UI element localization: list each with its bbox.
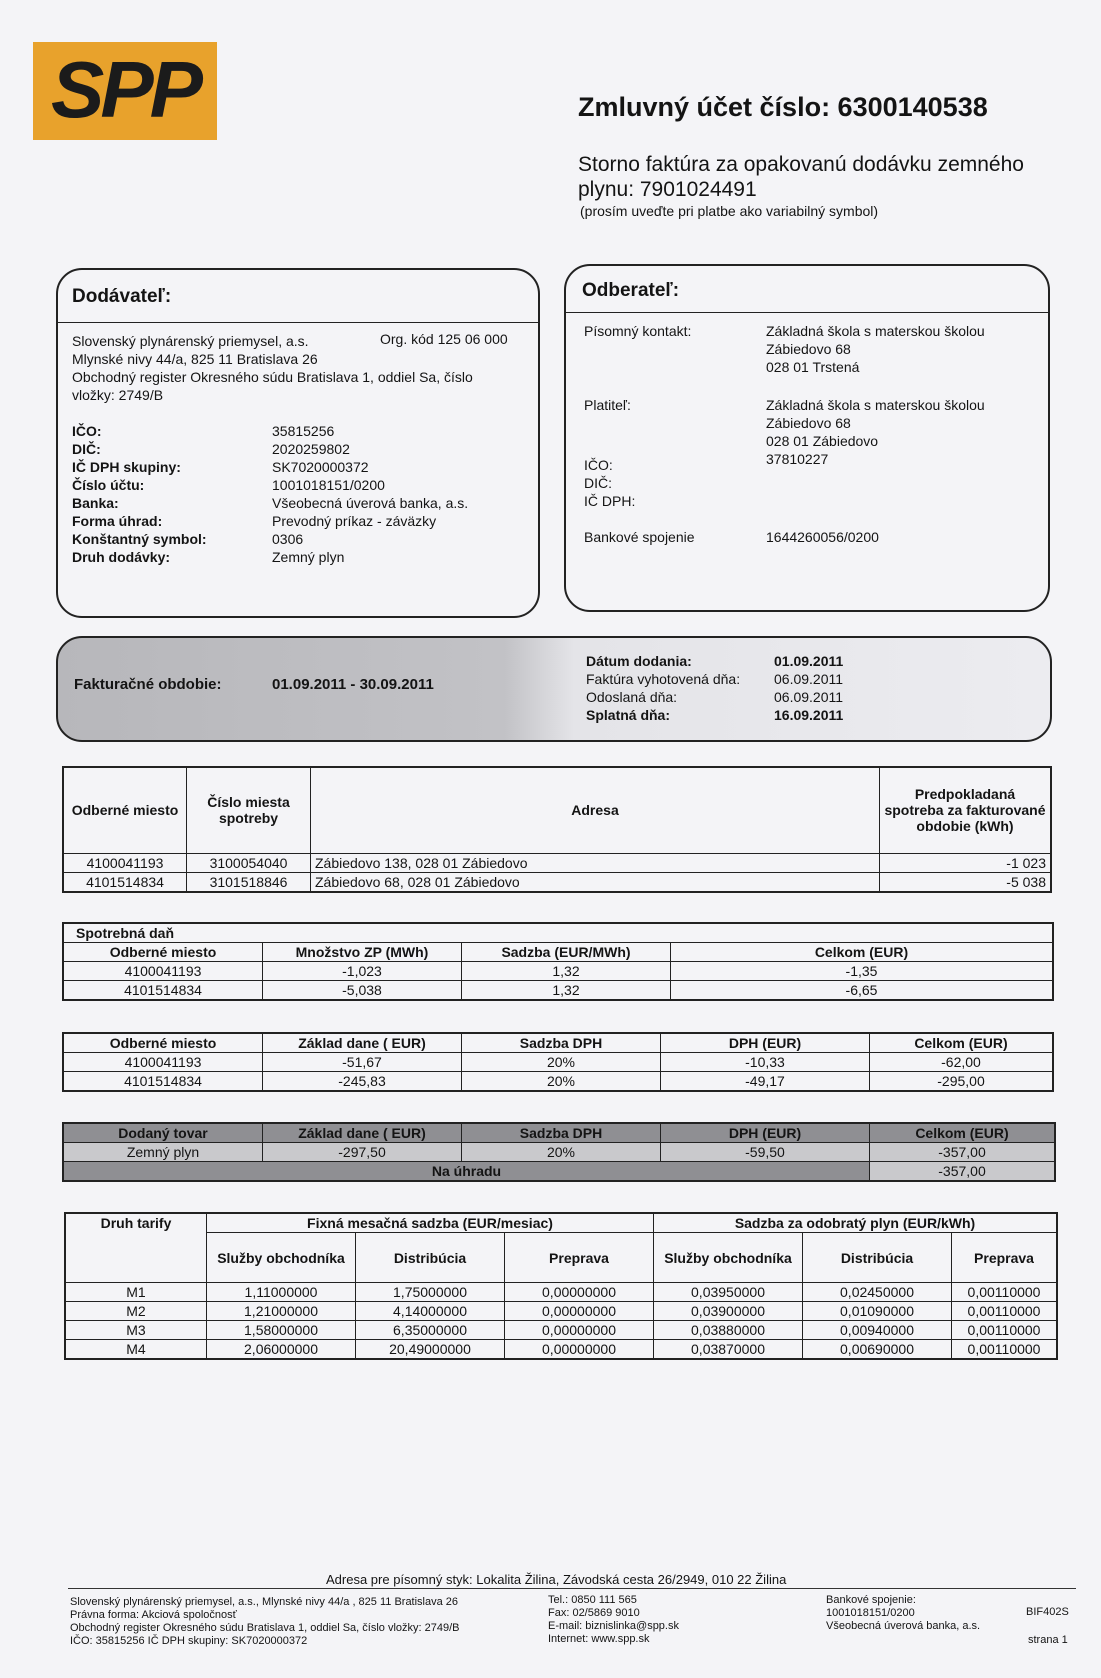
- issued-label: Faktúra vyhotovená dňa:: [586, 671, 741, 687]
- table-subheader-row: Služby obchodníka Distribúcia Preprava Služby obchodníka Distribúcia Preprava: [65, 1233, 1057, 1283]
- payer-line: Zábiedovo 68: [766, 415, 851, 431]
- detail-row: Druh dodávky: Zemný plyn: [72, 549, 345, 565]
- payer-label: Platiteľ:: [584, 397, 631, 413]
- page-number: strana 1: [1028, 1634, 1068, 1646]
- payment-note: (prosím uveďte pri platbe ako variabilný symbol): [580, 203, 879, 219]
- footer-divider: [68, 1588, 1076, 1589]
- table-header-row: Odberné miesto Základ dane ( EUR) Sadzba DPH DPH (EUR) Celkom (EUR): [63, 1033, 1053, 1053]
- consumption-places-table: [62, 766, 1052, 893]
- ico-value: 37810227: [766, 451, 829, 467]
- amount-due-row: Na úhradu -357,00: [63, 1162, 1055, 1182]
- detail-row: Číslo účtu: 1001018151/0200: [72, 477, 385, 493]
- table-header-row: Dodaný tovar Základ dane ( EUR) Sadzba DPH DPH (EUR) Celkom (EUR): [63, 1123, 1055, 1143]
- excise-tax-table: [62, 922, 1054, 1001]
- supplier-org-code: Org. kód 125 06 000: [380, 331, 508, 347]
- payer-line: Základná škola s materskou školou: [766, 397, 985, 413]
- logo-text: SPP: [50, 45, 200, 134]
- table-row: M2 1,21000000 4,14000000 0,00000000 0,03900000 0,01090000 0,00110000: [65, 1302, 1057, 1321]
- detail-row: Banka: Všeobecná úverová banka, a.s.: [72, 495, 469, 511]
- detail-row: Forma úhrad: Prevodný príkaz - záväzky: [72, 513, 437, 529]
- table-row: 4101514834 -5,038 1,32 -6,65: [63, 981, 1053, 1001]
- table-header-row: Odberné miesto Množstvo ZP (MWh) Sadzba (EUR/MWh) Celkom (EUR): [63, 943, 1053, 962]
- ico-label: IČO:: [584, 457, 613, 473]
- period-value: 01.09.2011 - 30.09.2011: [272, 676, 434, 693]
- table-row: 4100041193 -1,023 1,32 -1,35: [63, 962, 1053, 981]
- delivery-date-label: Dátum dodania:: [586, 653, 692, 669]
- table-title-row: Spotrebná daň: [63, 923, 1053, 943]
- footer-company: Slovenský plynárenský priemysel, a.s., Mlynské nivy 44/a , 825 11 Bratislava 26 Právna forma: Akciová spoločnosť Obchodný register Okresného súdu Bratislava 1, oddiel Sa, číslo vložky: 2749/B IČO: 35815256 IČ DPH skupiny: SK7020000372: [70, 1596, 460, 1647]
- billing-period-box: [56, 636, 1052, 742]
- table-row: 4100041193 3100054040 Zábiedovo 138, 028 01 Zábiedovo -1 023: [63, 853, 1051, 872]
- contact-line: 028 01 Trstená: [766, 359, 860, 375]
- detail-row: Konštantný symbol: 0306: [72, 531, 304, 547]
- delivered-goods-table: [62, 1122, 1056, 1182]
- detail-row: IČ DPH skupiny: SK7020000372: [72, 459, 369, 475]
- table-row: Zemný plyn -297,50 20% -59,50 -357,00: [63, 1143, 1055, 1162]
- issued-date: 06.09.2011: [774, 671, 844, 687]
- spp-logo: [33, 42, 217, 140]
- supplier-heading: Dodávateľ:: [72, 286, 172, 307]
- detail-row: DIČ: 2020259802: [72, 441, 350, 457]
- contact-label: Písomný kontakt:: [584, 323, 692, 339]
- table-header-row: Druh tarify Fixná mesačná sadzba (EUR/mesiac) Sadzba za odobratý plyn (EUR/kWh): [65, 1213, 1057, 1233]
- supplier-register-2: vložky: 2749/B: [72, 387, 164, 403]
- detail-row: IČO: 35815256: [72, 423, 335, 439]
- table-row: 4101514834 -245,83 20% -49,17 -295,00: [63, 1072, 1053, 1092]
- sent-date: 06.09.2011: [774, 689, 844, 705]
- payer-line: 028 01 Zábiedovo: [766, 433, 879, 449]
- footer-bank: Bankové spojenie: 1001018151/0200 Všeobecná úverová banka, a.s.: [826, 1594, 981, 1632]
- vat-table: [62, 1032, 1054, 1092]
- supplier-box: [56, 268, 540, 618]
- supplier-details: [72, 422, 532, 566]
- supplier-name: Slovenský plynárenský priemysel, a.s.: [72, 333, 309, 349]
- table-row: M1 1,11000000 1,75000000 0,00000000 0,03950000 0,02450000 0,00110000: [65, 1283, 1057, 1302]
- form-code: BIF402S: [1026, 1606, 1069, 1618]
- customer-heading: Odberateľ:: [582, 280, 680, 301]
- table-row: 4101514834 3101518846 Zábiedovo 68, 028 01 Zábiedovo -5 038: [63, 872, 1051, 892]
- table-row: M3 1,58000000 6,35000000 0,00000000 0,03880000 0,00940000 0,00110000: [65, 1321, 1057, 1340]
- customer-box: [564, 264, 1050, 612]
- invoice-subtitle: Storno faktúra za opakovanú dodávku zemného plynu: 7901024491: [578, 153, 1024, 201]
- bank-value: 1644260056/0200: [766, 529, 879, 545]
- footer-contact: Tel.: 0850 111 565 Fax: 02/5869 9010 E-mail: biznislinka@spp.sk Internet: www.spp.sk: [548, 1594, 679, 1645]
- contact-line: Základná škola s materskou školou: [766, 323, 985, 339]
- table-row: M4 2,06000000 20,49000000 0,00000000 0,03870000 0,00690000 0,00110000: [65, 1340, 1057, 1360]
- bank-label: Bankové spojenie: [584, 529, 695, 545]
- footer-address: Adresa pre písomný styk: Lokalita Žilina, Závodská cesta 26/2949, 010 22 Žilina: [326, 1572, 787, 1587]
- dic-label: DIČ:: [584, 475, 612, 491]
- table-header-row: Odberné miesto Číslo miesta spotreby Adresa Predpokladaná spotreba za fakturované obdobie (kWh): [63, 767, 1051, 853]
- tariffs-table: [64, 1212, 1058, 1360]
- supplier-address: Mlynské nivy 44/a, 825 11 Bratislava 26: [72, 351, 318, 367]
- due-date: 16.09.2011: [774, 707, 844, 723]
- contact-line: Zábiedovo 68: [766, 341, 851, 357]
- table-row: 4100041193 -51,67 20% -10,33 -62,00: [63, 1053, 1053, 1072]
- supplier-register: Obchodný register Okresného súdu Bratislava 1, oddiel Sa, číslo: [72, 369, 473, 385]
- icdph-label: IČ DPH:: [584, 493, 636, 509]
- sent-label: Odoslaná dňa:: [586, 689, 678, 705]
- delivery-date: 01.09.2011: [774, 653, 844, 669]
- due-date-label: Splatná dňa:: [586, 707, 671, 723]
- period-label: Fakturačné obdobie:: [74, 676, 222, 693]
- account-title: Zmluvný účet číslo: 6300140538: [578, 92, 988, 122]
